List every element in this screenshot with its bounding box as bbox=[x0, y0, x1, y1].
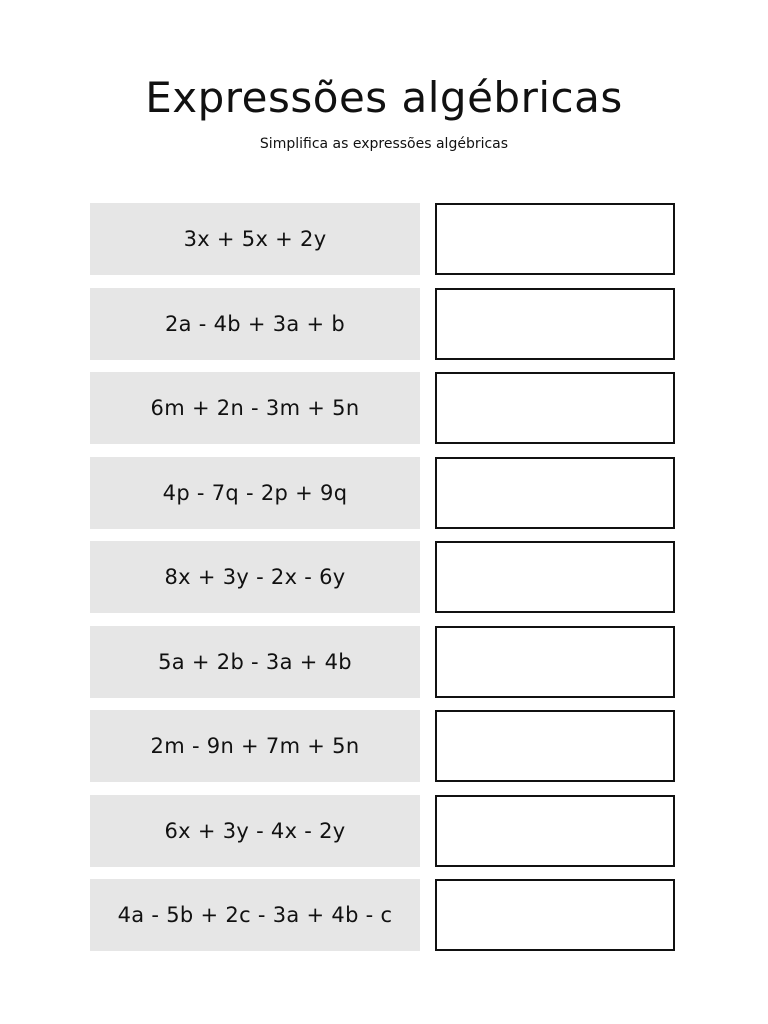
expression-cell: 6m + 2n - 3m + 5n bbox=[90, 372, 420, 444]
exercise-row-6 bbox=[90, 626, 675, 698]
answer-box[interactable] bbox=[435, 710, 675, 782]
exercise-row-7 bbox=[90, 710, 675, 782]
exercise-list bbox=[90, 203, 675, 964]
expression-cell: 4p - 7q - 2p + 9q bbox=[90, 457, 420, 529]
answer-box[interactable] bbox=[435, 457, 675, 529]
expression-cell: 4a - 5b + 2c - 3a + 4b - c bbox=[90, 879, 420, 951]
answer-box[interactable] bbox=[435, 541, 675, 613]
exercise-row-2 bbox=[90, 288, 675, 360]
expression-cell: 5a + 2b - 3a + 4b bbox=[90, 626, 420, 698]
answer-box[interactable] bbox=[435, 288, 675, 360]
answer-box[interactable] bbox=[435, 626, 675, 698]
exercise-row-3 bbox=[90, 372, 675, 444]
exercise-row-5 bbox=[90, 541, 675, 613]
expression-cell: 6x + 3y - 4x - 2y bbox=[90, 795, 420, 867]
expression-cell: 2a - 4b + 3a + b bbox=[90, 288, 420, 360]
answer-box[interactable] bbox=[435, 203, 675, 275]
page-title: Expressões algébricas bbox=[145, 73, 623, 122]
exercise-row-4 bbox=[90, 457, 675, 529]
exercise-row-9 bbox=[90, 879, 675, 951]
page-subtitle: Simplifica as expressões algébricas bbox=[259, 136, 509, 152]
expression-cell: 2m - 9n + 7m + 5n bbox=[90, 710, 420, 782]
exercise-row-8 bbox=[90, 795, 675, 867]
answer-box[interactable] bbox=[435, 795, 675, 867]
exercise-row-1 bbox=[90, 203, 675, 275]
expression-cell: 3x + 5x + 2y bbox=[90, 203, 420, 275]
answer-box[interactable] bbox=[435, 372, 675, 444]
answer-box[interactable] bbox=[435, 879, 675, 951]
expression-cell: 8x + 3y - 2x - 6y bbox=[90, 541, 420, 613]
